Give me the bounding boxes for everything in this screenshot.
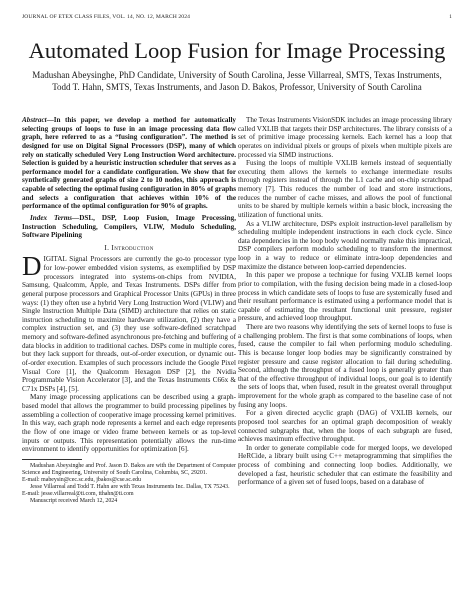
body-paragraph-2: Fusing the loops of multiple VXLIB kernels instead of sequentially executing them allows the kernels to exchange intermediate results through registers instead of through the L1 cache and on-chip scratchpad memory [7]. This reduces the number of load and store instructions, reduces the number of cache misses, and allows the pool of functional units to be shared by multiple kernels within a basic block, increasing the utilization of functional units. xyxy=(238,159,452,219)
abstract-label: Abstract xyxy=(22,116,47,124)
index-terms-label: Index Terms xyxy=(30,213,73,222)
author-footnote xyxy=(22,463,236,506)
page-number: 1 xyxy=(449,14,452,20)
body-paragraph-4: In this paper we propose a technique for fusing VXLIB kernel loops prior to compilation, with the fusing decision being made in a closed-loop process in which candidate sets of loops to fuse are systemically fused and their resultant performance is estimated using a performance model that is capable of estimating the resultant functional unit pressure, register pressure, and achieved loop throughput. xyxy=(238,271,452,323)
intro-paragraph-1-text: IGITAL Signal Processors are currently the go-to processor type for low-power embedded vision systems, as exemplified by DSP processors integrated into systems-on-chips from NVIDIA, Samsung, Qualcomm, Apple, and Texas Instruments. DSPs differ from general purpose processors and Graphical Processor Units (GPUs) in three ways: (1) they often use a hybrid Very Long Instruction Word (VLIW) and Single Instruction Multiple Data (SIMD) architecture that relies on static instruction scheduling to maximize hardware utilization, (2) they have a complex instruction set, and (3) they use software-defined scratchpad memory and software-defined asynchronous pre-fetching and buffering of data blocks in addition to traditional caches. DSPs come in multiple cores, but they lack support for threads, out-of-order execution, or dynamic out-of-order execution. Examples of such processors include the Google Pixel Visual Core [1], the Qualcomm Hexagon DSP [2], the Nvidia Programmable Vision Accelerator [3], and the Texas Instruments C66x & C71x DSPs [4], [5]. xyxy=(22,255,236,393)
index-terms xyxy=(22,214,236,240)
intro-paragraph-2: Many image processing applications can be described using a graph-based model that allows the programmer to build processing pipelines by assembling a collection of cooperative image processing kernel primitives. In this way, each graph node represents a kernel and each edge represents the flow of one image or video frame between kernels or as top-level inputs or outputs. This representation potentially allows the run-time environment to identify opportunities for optimization [6]. xyxy=(22,393,236,454)
drop-cap: D xyxy=(22,251,42,282)
footnote-divider xyxy=(22,459,82,460)
journal-header: JOURNAL OF ETEX CLASS FILES, VOL. 14, NO. 12, MARCH 2024 xyxy=(22,14,190,20)
running-head xyxy=(22,14,452,24)
left-column xyxy=(22,116,236,505)
body-paragraph-5: There are two reasons why identifying the sets of kernel loops to fuse is a challenging problem. The first is that some combinations of loops, when fused, cause the compiler to fail when performing modulo scheduling. This is because longer loop bodies may be significantly constrained by register pressure and cause register allocation to fail during scheduling. Second, although the throughput of a fused loop is generally greater than that of the effective throughput of individual loops, our goal is to identify the sets of loops that, when fused, result in the greatest overall throughput improvement for the whole graph as compared to the baseline case of not fusing any loops. xyxy=(238,323,452,409)
footnote-affiliation-1: Madushan Abeysinghe and Prof. Jason D. Bakos are with the Department of Computer Science and Engineering, University of South Carolina, Columbia, SC, 29201. xyxy=(22,462,236,476)
body-paragraph-3: As a VLIW architecture, DSPs exploit instruction-level parallelism by scheduling multiple independent instructions in each clock cycle. Since data dependencies in the loop body would normally make this impractical, DSP compilers perform modulo scheduling to transform the innermost loop in a way to reduce or eliminate intra-loop dependencies and maximize the distance between loop-carried dependencies. xyxy=(238,219,452,271)
intro-paragraph-1 xyxy=(22,251,236,393)
footnote-email-2: E-mail: jesse.villarreal@ti.com, tthahn@ti.com xyxy=(22,491,134,498)
footnote-affiliation-2: Jesse Villarreal and Todd T. Hahn are with Texas Instruments Inc. Dallas, TX 75243. xyxy=(30,484,230,491)
abstract-text: —In this paper, we develop a method for automatically selecting groups of loops to fuse in an image processing data flow graph, here referred to as a “fusing configuration”. The method is designed for use on Digital Signal Processors (DSP), many of which rely on statically scheduled Very Long Instruction Word architecture. Selection is guided by a heuristic instruction scheduler that serves as a performance model for a candidate configuration. We show that for synthetically generated graphs of size 2 to 10 nodes, this approach is capable of selecting the optimal fusing configuration in 80% of graphs and selects a configuration that achieves within 10% of the performance of the optimal configuration for 90% of graphs. xyxy=(22,116,236,211)
section-heading-introduction: I. Introduction xyxy=(104,242,154,252)
body-paragraph-1: The Texas Instruments VisionSDK includes an image processing library called VXLIB that targets their DSP architectures. The library consists of a set of primitive image processing kernels. Each kernel has a loop that operates on individual pixels or groups of pixels when multiple pixels are processed via SIMD instructions. xyxy=(238,116,452,159)
body-paragraph-7: In order to generate compilable code for merged loops, we developed HeRCide, a library built using C++ metaprogramming that simplifies the process of combining and connecting loop bodies. Additionally, we developed a fast, heuristic scheduler that can estimate the feasibility and performance of a given set of fused loops, based on a database of xyxy=(238,443,452,487)
footnote-email-1: E-mail: mabeysin@cec.sc.edu, jbakos@cse.sc.edu xyxy=(22,476,141,483)
footnote-received: Manuscript received March 12, 2024 xyxy=(30,498,118,505)
index-terms-text: —DSL, DSP, Loop Fusion, Image Processing, Instruction Scheduling, Compilers, VLIW, Modulo Scheduling, Software Pipelining xyxy=(22,213,236,240)
body-paragraph-6: For a given directed acyclic graph (DAG) of VXLIB kernels, our proposed tool searches for an optimal graph decomposition of weakly connected subgraphs that, when the loops of each subgraph are fused, achieves maximum effective throughput. xyxy=(238,409,452,444)
abstract xyxy=(22,116,236,211)
paper-title: Automated Loop Fusion for Image Processing xyxy=(28,38,446,63)
author-list: Madushan Abeysinghe, PhD Candidate, University of South Carolina, Jesse Villarreal, SMTS, Texas Instruments, Todd T. Hahn, SMTS, Texas Instruments, and Jason D. Bakos, Professor, University of South Carolina xyxy=(32,70,442,92)
right-column xyxy=(238,116,452,487)
